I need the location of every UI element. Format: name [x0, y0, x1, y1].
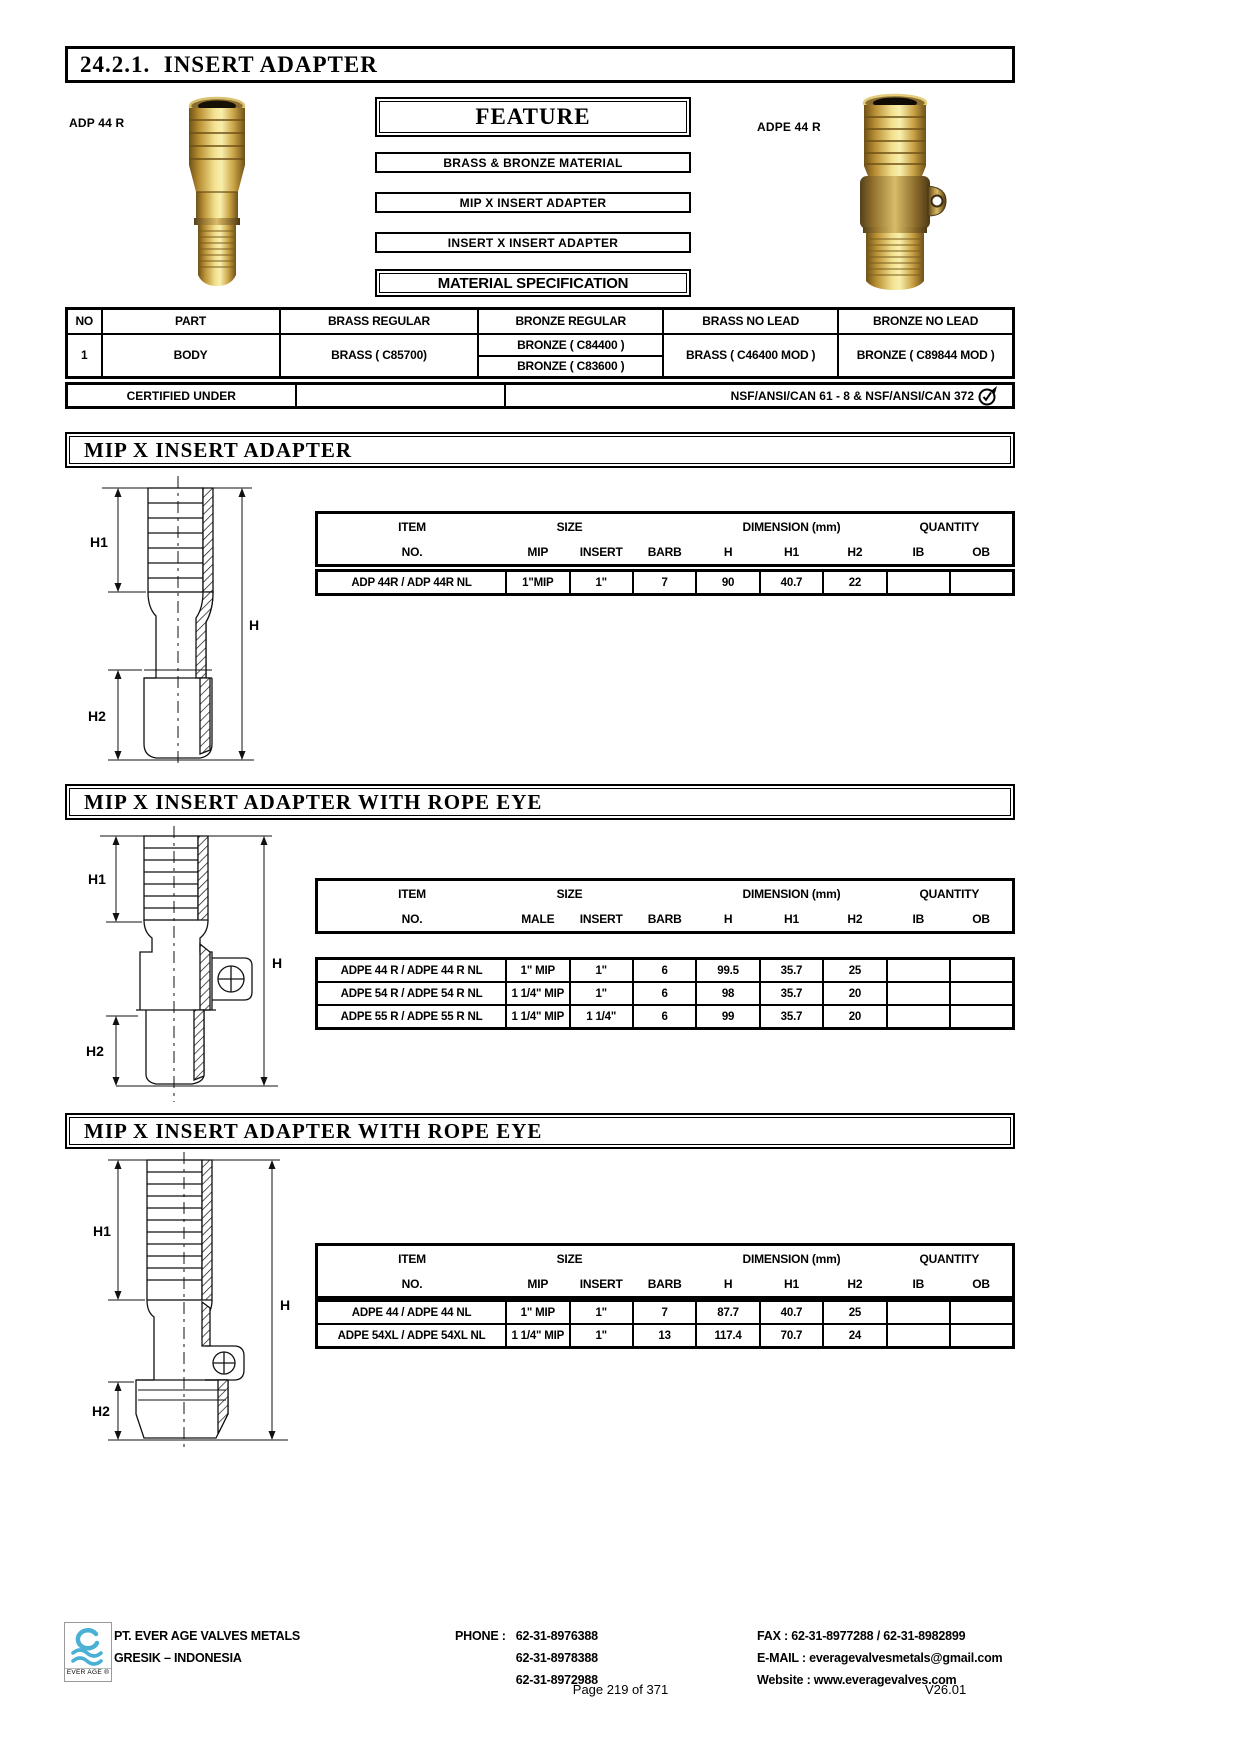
column-header: H2 [847, 911, 863, 926]
table-cell: 6 [633, 959, 696, 983]
column-header: BARB [647, 544, 682, 559]
group-header-size: SIZE [556, 886, 583, 901]
table-row [317, 982, 1014, 1005]
column-header: H [723, 544, 733, 559]
table-cell: 25 [823, 1301, 886, 1325]
table-cell [887, 1005, 950, 1029]
table-cell: 13 [633, 1324, 696, 1348]
group-header-size: SIZE [556, 519, 583, 534]
group-header-dimension: DIMENSION (mm) [742, 886, 841, 901]
footer-company [114, 1625, 300, 1669]
group-header-size: SIZE [556, 1251, 583, 1266]
column-header: NO. [401, 1276, 423, 1291]
table-cell: 70.7 [760, 1324, 823, 1348]
material-spec-title: MATERIAL SPECIFICATION [437, 274, 629, 292]
table-cell [950, 959, 1013, 983]
data-table-header [315, 511, 1015, 567]
data-table [315, 1299, 1015, 1349]
group-header-item: ITEM [398, 1251, 426, 1266]
footer-phone-number: 62-31-8972988 [515, 1673, 598, 1687]
table-cell [887, 959, 950, 983]
ever-age-wave-icon [69, 1626, 107, 1666]
section-title: MIP X INSERT ADAPTER WITH ROPE EYE [84, 789, 543, 814]
page-title-box [65, 46, 1015, 83]
table-cell: 1 1/4" [570, 1005, 633, 1029]
table-cell: BRONZE ( C84400 ) [478, 334, 663, 356]
column-header: MALE [521, 911, 555, 926]
dim-label-h1: H1 [90, 534, 108, 550]
column-header: PART [102, 309, 280, 334]
column-header: H1 [784, 1276, 799, 1291]
group-header-item: ITEM [398, 886, 426, 901]
footer-company-city: GRESIK – INDONESIA [114, 1651, 242, 1665]
table-cell: 1 1/4" MIP [506, 1005, 569, 1029]
page-title: 24.2.1. INSERT ADAPTER [80, 51, 378, 77]
table-cell: 1" MIP [506, 1301, 569, 1325]
dim-label-h1: H1 [88, 871, 106, 887]
table-cell: 1" MIP [506, 959, 569, 983]
material-spec-title-box [375, 269, 691, 297]
column-header: IB [912, 1276, 925, 1291]
group-header-dimension: DIMENSION (mm) [742, 519, 841, 534]
dim-label-h2: H2 [86, 1043, 104, 1059]
table-row [317, 959, 1014, 983]
table-cell: 1 [67, 334, 102, 378]
column-header: H [723, 911, 733, 926]
table-cell: 1" [570, 571, 633, 595]
group-header-spacer [633, 1245, 696, 1272]
column-header: H1 [784, 911, 799, 926]
table-cell: BODY [102, 334, 280, 378]
column-header: BARB [647, 1276, 682, 1291]
data-table [315, 957, 1015, 1030]
table-cell: 1" [570, 1301, 633, 1325]
column-header: OB [972, 911, 990, 926]
table-cell: ADPE 44 R / ADPE 44 R NL [317, 959, 507, 983]
footer-fax: FAX : 62-31-8977288 / 62-31-8982899 [757, 1629, 966, 1643]
table-cell [950, 1324, 1013, 1348]
footer-phone-number: 62-31-8976388 [515, 1629, 598, 1643]
table-cell: 117.4 [696, 1324, 759, 1348]
table-cell: 99 [696, 1005, 759, 1029]
table-cell: BRASS ( C85700) [280, 334, 479, 378]
table-cell: 1 1/4" MIP [506, 1324, 569, 1348]
column-header: IB [912, 911, 925, 926]
group-header-quantity: QUANTITY [919, 886, 980, 901]
dim-label-h: H [272, 955, 283, 971]
technical-drawing-rope-eye-1 [76, 824, 301, 1106]
column-header: BRASS NO LEAD [663, 309, 838, 334]
feature-item: INSERT X INSERT ADAPTER [375, 232, 691, 253]
catalog-version: V26.01 [925, 1682, 967, 1697]
column-header: BRASS REGULAR [280, 309, 479, 334]
section-title: MIP X INSERT ADAPTER WITH ROPE EYE [84, 1118, 543, 1143]
table-cell [950, 1005, 1013, 1029]
footer-email: E-MAIL : everagevalvesmetals@gmail.com [757, 1651, 1003, 1665]
table-cell: 25 [823, 959, 886, 983]
section-header [65, 432, 1015, 468]
table-cell: 20 [823, 982, 886, 1005]
feature-box [375, 97, 691, 137]
table-cell: 35.7 [760, 959, 823, 983]
table-cell: 40.7 [760, 1301, 823, 1325]
dim-label-h1: H1 [93, 1223, 111, 1239]
table-cell: ADPE 54 R / ADPE 54 R NL [317, 982, 507, 1005]
column-header: H1 [784, 544, 799, 559]
data-table [315, 569, 1015, 596]
technical-drawing-mip-insert [82, 474, 267, 770]
certified-row [65, 382, 1015, 409]
table-cell: 99.5 [696, 959, 759, 983]
column-header: OB [972, 544, 990, 559]
footer-company-name: PT. EVER AGE VALVES METALS [114, 1629, 301, 1643]
column-header: H2 [847, 1276, 863, 1291]
data-table-header [315, 1243, 1015, 1299]
column-header: H2 [847, 544, 863, 559]
dim-label-h2: H2 [88, 708, 106, 724]
table-cell: 35.7 [760, 982, 823, 1005]
footer-website: Website : www.everagevalves.com [757, 1673, 957, 1687]
column-header: BRONZE NO LEAD [838, 309, 1013, 334]
table-cell: 7 [633, 571, 696, 595]
table-cell [887, 982, 950, 1005]
page-number: Page 219 of 371 [572, 1682, 669, 1697]
table-cell: 1" [570, 959, 633, 983]
column-header: IB [912, 544, 925, 559]
dim-label-h: H [249, 617, 260, 633]
feature-title: FEATURE [475, 104, 591, 129]
group-header-quantity: QUANTITY [919, 1251, 980, 1266]
column-header: INSERT [579, 911, 623, 926]
section-header [65, 784, 1015, 820]
table-cell: 1" [570, 1324, 633, 1348]
table-cell: 1 1/4" MIP [506, 982, 569, 1005]
product-label-adp44r: ADP 44 R [69, 116, 125, 130]
table-cell [950, 571, 1013, 595]
column-header: INSERT [579, 544, 623, 559]
table-cell [887, 1324, 950, 1348]
product-photo-adp44r [172, 95, 262, 287]
table-cell: 6 [633, 1005, 696, 1029]
section-title: MIP X INSERT ADAPTER [84, 437, 353, 462]
material-spec-table [65, 307, 1015, 379]
table-cell: 35.7 [760, 1005, 823, 1029]
table-cell: BRONZE ( C83600 ) [478, 356, 663, 378]
table-cell: 7 [633, 1301, 696, 1325]
table-cell: ADPE 54XL / ADPE 54XL NL [317, 1324, 507, 1348]
table-cell: ADPE 44 / ADPE 44 NL [317, 1301, 507, 1325]
group-header-quantity: QUANTITY [919, 519, 980, 534]
column-header: NO. [401, 544, 423, 559]
group-header-spacer [633, 880, 696, 907]
column-header: MIP [527, 1276, 549, 1291]
data-table-header [315, 878, 1015, 934]
group-header-item: ITEM [398, 519, 426, 534]
table-cell: BRASS ( C46400 MOD ) [663, 334, 838, 378]
certified-value: NSF/ANSI/CAN 61 - 8 & NSF/ANSI/CAN 372 [730, 388, 974, 403]
table-cell: 90 [696, 571, 759, 595]
certified-check-icon [978, 385, 998, 407]
footer-phone-label: PHONE : [455, 1629, 506, 1643]
section-header [65, 1113, 1015, 1149]
table-row [317, 1301, 1014, 1325]
dim-label-h: H [280, 1297, 291, 1313]
column-header: H [723, 1276, 733, 1291]
certified-empty-cell [297, 385, 507, 406]
table-cell: BRONZE ( C89844 MOD ) [838, 334, 1013, 378]
table-cell: 40.7 [760, 571, 823, 595]
table-cell [887, 1301, 950, 1325]
table-cell [950, 982, 1013, 1005]
table-cell: ADPE 55 R / ADPE 55 R NL [317, 1005, 507, 1029]
table-cell [950, 1301, 1013, 1325]
feature-item: MIP X INSERT ADAPTER [375, 192, 691, 213]
feature-item: BRASS & BRONZE MATERIAL [375, 152, 691, 173]
column-header: OB [972, 1276, 990, 1291]
table-cell: 87.7 [696, 1301, 759, 1325]
column-header: MIP [527, 544, 549, 559]
table-row [317, 1324, 1014, 1348]
footer-logo-caption: EVER AGE ® [66, 1669, 110, 1676]
table-cell: 1"MIP [506, 571, 569, 595]
certified-label: CERTIFIED UNDER [68, 385, 297, 406]
table-row [317, 1005, 1014, 1029]
table-cell: 20 [823, 1005, 886, 1029]
footer-phone-number: 62-31-8978388 [515, 1651, 598, 1665]
technical-drawing-rope-eye-2 [92, 1150, 312, 1452]
column-header: NO [67, 309, 102, 334]
table-cell: 98 [696, 982, 759, 1005]
column-header: BRONZE REGULAR [478, 309, 663, 334]
product-photo-adpe44r [843, 93, 951, 291]
column-header: NO. [401, 911, 423, 926]
footer-logo [64, 1622, 112, 1682]
product-label-adpe44r: ADPE 44 R [757, 120, 821, 134]
group-header-dimension: DIMENSION (mm) [742, 1251, 841, 1266]
table-cell: 6 [633, 982, 696, 1005]
dim-label-h2: H2 [92, 1403, 110, 1419]
table-cell: 22 [823, 571, 886, 595]
table-cell [887, 571, 950, 595]
table-cell: ADP 44R / ADP 44R NL [317, 571, 507, 595]
column-header: INSERT [579, 1276, 623, 1291]
table-cell: 1" [570, 982, 633, 1005]
column-header: BARB [647, 911, 682, 926]
table-cell: 24 [823, 1324, 886, 1348]
group-header-spacer [633, 513, 696, 540]
table-row [317, 571, 1014, 595]
certified-value-cell [506, 385, 1012, 406]
